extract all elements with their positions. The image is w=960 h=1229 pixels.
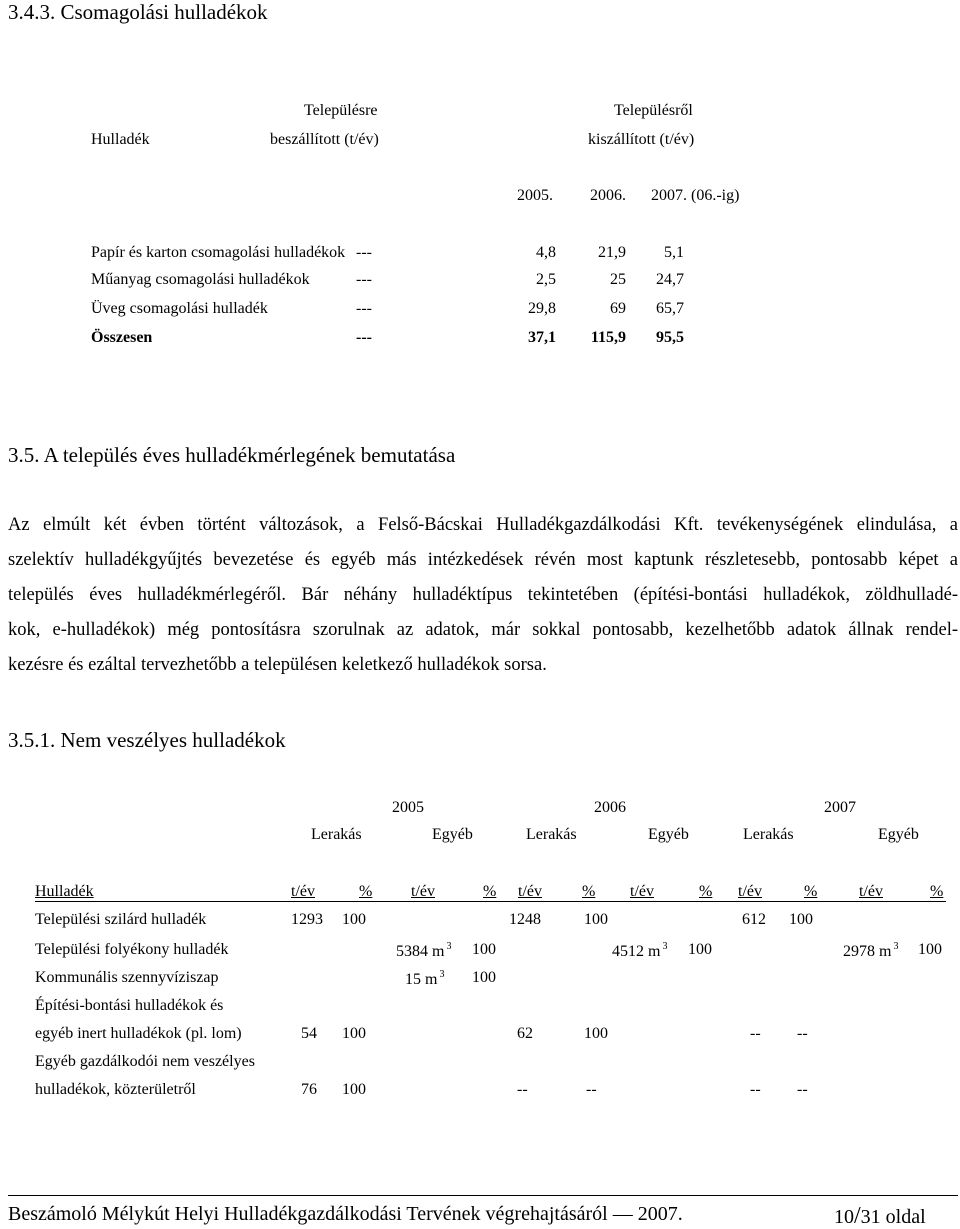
year-2007: 2007. (06.-ig)	[651, 187, 740, 204]
header-waste: Hulladék	[91, 131, 150, 148]
unit-header: %	[359, 883, 373, 900]
row-label: Üveg csomagolási hulladék	[91, 300, 268, 317]
header-other-2005: Egyéb	[432, 826, 473, 843]
cell-landfill-2007: --	[750, 1081, 761, 1098]
unit-header: t/év	[738, 883, 762, 900]
row-label-line2: hulladékok, közterületről	[35, 1081, 196, 1098]
header-underline	[35, 901, 946, 902]
cell-other-2005-pct: 100	[472, 969, 496, 986]
header-out-line1: Településről	[614, 102, 693, 119]
cell-2005: 4,8	[536, 244, 556, 261]
subsection-title: 3.5.1. Nem veszélyes hulladékok	[8, 728, 286, 752]
row-label-line1: Egyéb gazdálkodói nem veszélyes	[35, 1053, 255, 1070]
row-label: Települési folyékony hulladék	[35, 941, 229, 958]
cell-other-2006: 4512 m $^3$	[612, 941, 668, 960]
cell-2005: 37,1	[528, 329, 556, 346]
year-2005: 2005	[392, 799, 424, 816]
page-separator: /	[854, 1203, 861, 1229]
header-out-line2: kiszállított (t/év)	[588, 131, 695, 148]
row-label: Műanyag csomagolási hulladékok	[91, 271, 310, 288]
cell-in: ---	[356, 271, 372, 288]
cell-2006: 69	[610, 300, 626, 317]
cell-landfill-2007: 612	[742, 911, 766, 928]
cell-2007: 95,5	[656, 329, 684, 346]
unit-header: t/év	[859, 883, 883, 900]
page-word: oldal	[885, 1206, 926, 1228]
cell-landfill-2006: 1248	[509, 911, 541, 928]
header-landfill-2007: Lerakás	[743, 826, 794, 843]
cell-2007: 5,1	[664, 244, 684, 261]
header-in-line1: Településre	[304, 102, 378, 119]
year-2005: 2005.	[517, 187, 553, 204]
cell-other-2005: 15 m $^3$	[405, 969, 445, 988]
year-2006: 2006.	[590, 187, 626, 204]
header-in-line2: beszállított (t/év)	[270, 131, 379, 148]
row-label: Kommunális szennyvíziszap	[35, 969, 219, 986]
cell-2006: 21,9	[598, 244, 626, 261]
row-label: Összesen	[91, 329, 153, 346]
cell-2006: 115,9	[590, 329, 626, 346]
unit-header: %	[804, 883, 818, 900]
paragraph-line: kok, e-hulladékok) még pontosításra szorulnak az adatok, már sokkal pontosabb, kezelhetőbb adatok állnak rendel-	[8, 620, 958, 640]
unit-header: %	[930, 883, 944, 900]
row-label-line2: egyéb inert hulladékok (pl. lom)	[35, 1025, 242, 1042]
header-other-2007: Egyéb	[878, 826, 919, 843]
unit-header: t/év	[291, 883, 315, 900]
unit-header: t/év	[630, 883, 654, 900]
body-paragraph	[8, 508, 958, 683]
row-label-line1: Építési-bontási hulladékok és	[35, 997, 224, 1014]
cell-other-2007-pct: 100	[918, 941, 942, 958]
cell-landfill-2006: 62	[517, 1025, 533, 1042]
unit-header: %	[582, 883, 596, 900]
unit-header: %	[699, 883, 713, 900]
cell-landfill-2005-pct: 100	[342, 1081, 366, 1098]
paragraph-line: szelektív hulladékgyűjtés bevezetése és egyéb más intézkedések révén most kaptunk részletesebb, pontosabb képet a	[8, 550, 958, 570]
footer-title: Beszámoló Mélykút Helyi Hulladékgazdálkodási Tervének végrehajtásáról — 2007.	[8, 1203, 683, 1225]
header-landfill-2005: Lerakás	[311, 826, 362, 843]
year-2006: 2006	[594, 799, 626, 816]
cell-landfill-2005: 1293	[291, 911, 323, 928]
cell-2006: 25	[610, 271, 626, 288]
cell-landfill-2007-pct: 100	[789, 911, 813, 928]
page-current: 10	[834, 1206, 854, 1228]
cell-landfill-2006-pct: --	[586, 1081, 597, 1098]
cell-in: ---	[356, 329, 372, 346]
cell-2005: 29,8	[528, 300, 556, 317]
cell-landfill-2005: 76	[301, 1081, 317, 1098]
unit-header: %	[483, 883, 497, 900]
header-waste: Hulladék	[35, 883, 94, 900]
cell-landfill-2005: 54	[301, 1025, 317, 1042]
cell-landfill-2006-pct: 100	[584, 911, 608, 928]
cell-landfill-2007: --	[750, 1025, 761, 1042]
unit-header: t/év	[518, 883, 542, 900]
year-2007: 2007	[824, 799, 856, 816]
unit-header: t/év	[411, 883, 435, 900]
footer-rule	[8, 1195, 958, 1196]
cell-landfill-2006-pct: 100	[584, 1025, 608, 1042]
section-title: 3.4.3. Csomagolási hulladékok	[8, 0, 268, 24]
section2-title: 3.5. A település éves hulladékmérlegének bemutatása	[8, 443, 456, 467]
row-label: Települési szilárd hulladék	[35, 911, 207, 928]
cell-other-2006-pct: 100	[688, 941, 712, 958]
cell-other-2007: 2978 m $^3$	[843, 941, 899, 960]
cell-in: ---	[356, 300, 372, 317]
paragraph-line: Az elmúlt két évben történt változások, a Felső-Bácskai Hulladékgazdálkodási Kft. tevékenységének elindulása, a	[8, 515, 958, 535]
cell-2005: 2,5	[536, 271, 556, 288]
header-other-2006: Egyéb	[648, 826, 689, 843]
cell-2007: 65,7	[656, 300, 684, 317]
paragraph-line: település éves hulladékmérlegéről. Bár néhány hulladéktípus tekintetében (építési-bontási hulladékok, zöldhulladé-	[8, 585, 958, 605]
page-number	[834, 1204, 926, 1228]
cell-landfill-2007-pct: --	[797, 1081, 808, 1098]
row-label: Papír és karton csomagolási hulladékok	[91, 244, 346, 261]
cell-other-2005-pct: 100	[472, 941, 496, 958]
header-landfill-2006: Lerakás	[526, 826, 577, 843]
cell-landfill-2007-pct: --	[797, 1025, 808, 1042]
cell-landfill-2005-pct: 100	[342, 911, 366, 928]
page-total: 31	[860, 1206, 881, 1228]
cell-other-2005: 5384 m $^3$	[396, 941, 452, 960]
cell-2007: 24,7	[656, 271, 684, 288]
cell-landfill-2006: --	[517, 1081, 528, 1098]
paragraph-line: kezésre és ezáltal tervezhetőbb a településen keletkező hulladékok sorsa.	[8, 655, 547, 675]
cell-in: ---	[356, 244, 372, 261]
cell-landfill-2005-pct: 100	[342, 1025, 366, 1042]
